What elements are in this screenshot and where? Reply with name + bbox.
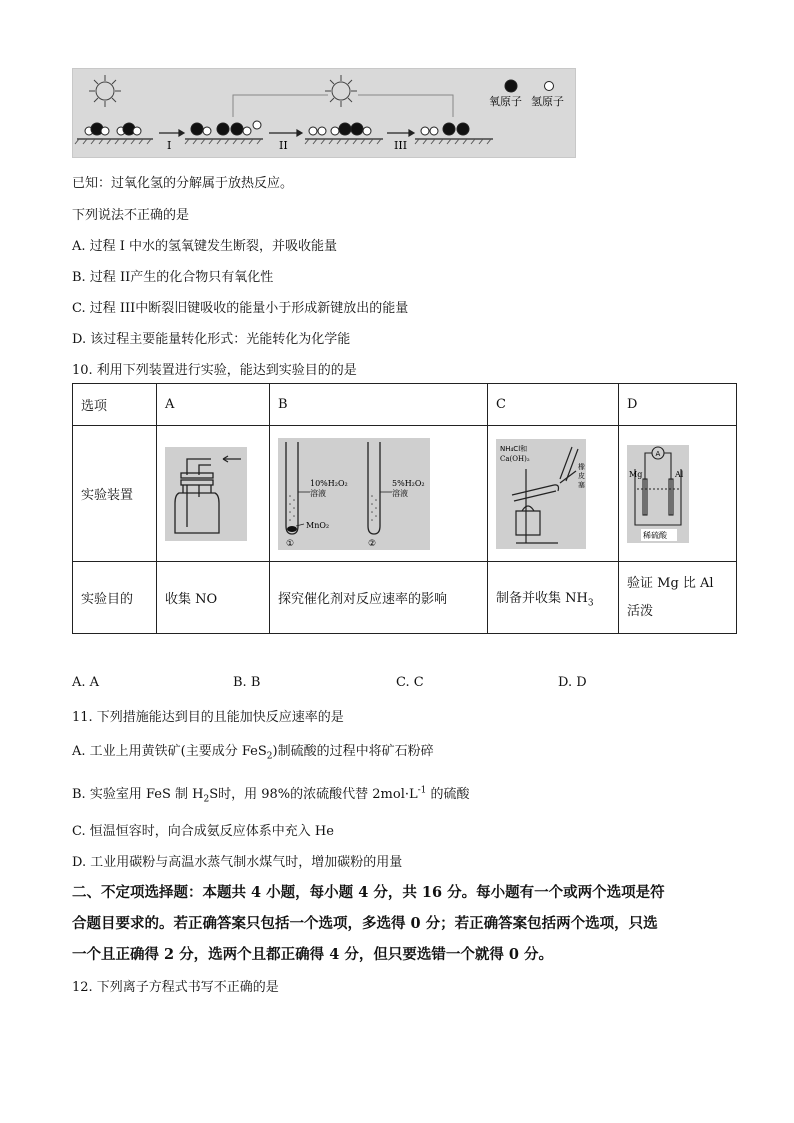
d-mg: Mg <box>629 469 643 479</box>
purpose-d: 验证 Mg 比 Al 活泼 <box>619 562 737 634</box>
gas-collecting-bottle-diagram <box>165 447 247 541</box>
table-row-purpose <box>73 562 737 634</box>
b-solution-2: 溶液 <box>392 488 408 498</box>
legend-hydrogen: 氢原子 <box>531 95 564 108</box>
q10-answer-a: A. A <box>72 675 100 690</box>
header-cell: D <box>619 384 737 426</box>
q10-answer-c: C. C <box>396 675 424 690</box>
q9-option-c: C. 过程 III中断裂旧键吸收的能量小于形成新键放出的能量 <box>72 301 409 316</box>
q11-option-a: A. 工业上用黄铁矿(主要成分 FeS$_2$)制硫酸的过程中将矿石粉碎 <box>72 744 434 762</box>
section-2-line-1: 二、不定项选择题：本题共 4 小题，每小题 4 分，共 16 分。每小题有一个或两个选项是符 <box>72 884 665 901</box>
table-header-row <box>73 384 737 426</box>
purpose-a: 收集 NO <box>157 562 270 634</box>
q10-answer-d: D. D <box>558 675 587 690</box>
step-label: II <box>279 139 288 152</box>
ammonia-preparation-diagram <box>496 439 586 549</box>
b-mno2: MnO₂ <box>306 520 330 530</box>
header-cell: 选项 <box>73 384 157 426</box>
q11-option-c: C. 恒温恒容时，向合成氨反应体系中充入 He <box>72 824 334 839</box>
reaction-process-svg <box>73 69 575 157</box>
step-label: I <box>167 139 172 152</box>
c-stopper-2: 皮 <box>578 471 585 480</box>
row-label: 实验目的 <box>73 562 157 634</box>
q9-option-a: A. 过程 I 中水的氢氧键发生断裂，并吸收能量 <box>72 239 338 254</box>
b-tube-1: ① <box>286 538 295 549</box>
b-h2o2-5: 5%H₂O₂ <box>392 478 425 488</box>
b-solution-1: 溶液 <box>310 488 326 498</box>
device-d-cell <box>619 426 737 562</box>
known-statement: 已知：过氧化氢的分解属于放热反应。 <box>72 176 294 191</box>
q9-option-b: B. 过程 II产生的化合物只有氧化性 <box>72 270 274 285</box>
experiment-table <box>72 383 737 634</box>
q10-answer-b: B. B <box>233 675 261 690</box>
sun-icon <box>89 75 121 107</box>
header-cell: A <box>157 384 270 426</box>
question-10-stem: 10. 利用下列装置进行实验，能达到实验目的的是 <box>72 363 357 378</box>
q9-option-d: D. 该过程主要能量转化形式：光能转化为化学能 <box>72 332 351 347</box>
header-cell: C <box>488 384 619 426</box>
q11-option-b: B. 实验室用 FeS 制 $H_2S$时，用 98%的浓硫酸代替 $2mol\cdot L^{-1}$ 的硫酸 <box>72 785 470 805</box>
b-tube-2: ② <box>368 538 377 549</box>
c-reagent-line2: Ca(OH)₂ <box>500 454 530 463</box>
reaction-process-figure <box>72 68 576 158</box>
galvanic-cell-diagram <box>627 445 689 543</box>
section-2-line-2: 合题目要求的。若正确答案只包括一个选项，多选得 0 分；若正确答案包括两个选项，只选 <box>72 915 658 932</box>
c-reagent-line1: NH₄Cl和 <box>500 444 528 453</box>
row-label: 实验装置 <box>73 426 157 562</box>
d-acid: 稀硫酸 <box>643 530 667 540</box>
c-stopper-3: 塞 <box>578 480 585 489</box>
section-2-line-3: 一个且正确得 2 分，选两个且都正确得 4 分，但只要选错一个就得 0 分。 <box>72 946 554 963</box>
purpose-c: 制备并收集 $NH_3$ <box>488 562 619 634</box>
device-c-cell <box>488 426 619 562</box>
d-ammeter: A <box>655 449 661 458</box>
table-row-device <box>73 426 737 562</box>
question-12-stem: 12. 下列离子方程式书写不正确的是 <box>72 980 279 995</box>
sun-icon <box>325 75 357 107</box>
q11-option-d: D. 工业用碳粉与高温水蒸气制水煤气时，增加碳粉的用量 <box>72 855 403 870</box>
c-stopper-1: 橡 <box>578 462 585 471</box>
legend-oxygen: 氧原子 <box>489 95 522 108</box>
step-label: III <box>394 139 408 152</box>
device-a-cell <box>157 426 270 562</box>
b-h2o2-10: 10%H₂O₂ <box>310 478 348 488</box>
catalyst-test-tubes-diagram <box>278 438 430 550</box>
purpose-b: 探究催化剂对反应速率的影响 <box>270 562 488 634</box>
device-b-cell <box>270 426 488 562</box>
question-11-stem: 11. 下列措施能达到目的且能加快反应速率的是 <box>72 710 344 725</box>
d-al: Al <box>675 469 684 479</box>
question-9-stem: 下列说法不正确的是 <box>72 208 190 223</box>
header-cell: B <box>270 384 488 426</box>
